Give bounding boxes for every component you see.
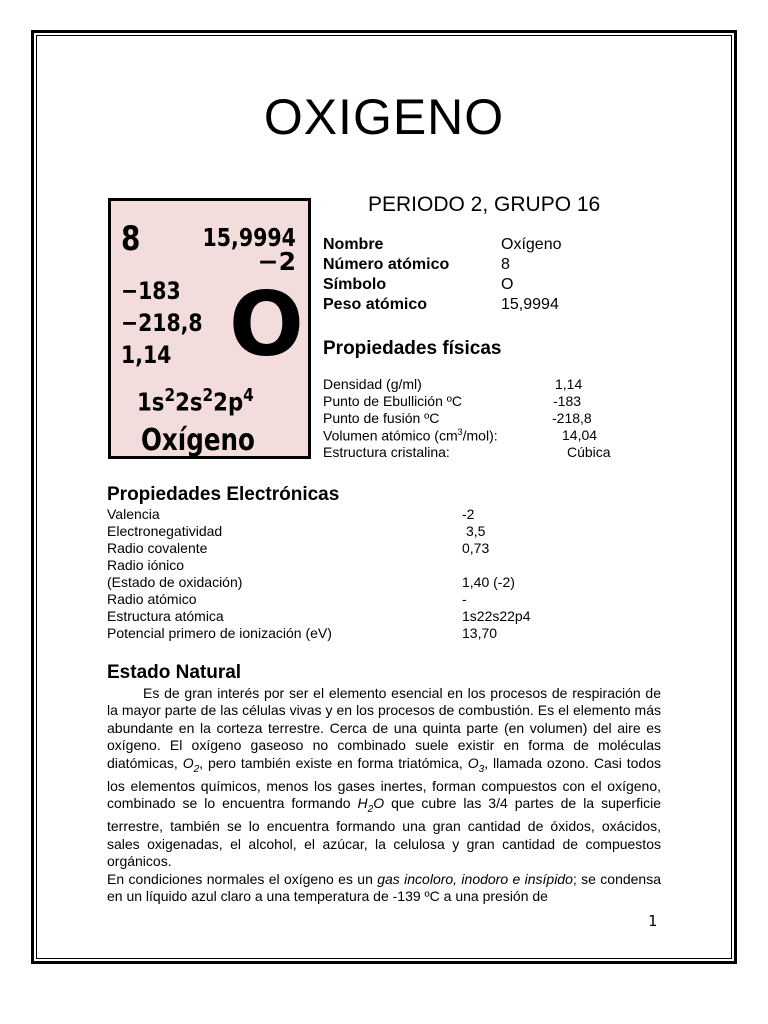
natural-body xyxy=(107,685,661,905)
tile-atomic-number: 8 xyxy=(121,219,141,259)
period-group-subtitle: PERIODO 2, GRUPO 16 xyxy=(368,193,601,216)
natural-paragraph-1: Es de gran interés por ser el elemento esencial en los procesos de respiración de la mayor parte de las células vivas y en los procesos de combustión. Es el elemento más abundante en la corteza terrestre. Cerca de una quinta parte (en volumen) del aire es oxígeno. El oxígeno gaseoso no combinado suele existir en forma de moléculas diatómicas, $O_2$, pero también existe en forma triatómica, $O_3$, llamada ozono. Casi todos los elementos químicos, menos los gases inertes, forman compuestos con el oxígeno, combinado se lo encuentra formando $H_2O$ que cubre las 3/4 partes de la superficie terrestre, también se lo encuentra formando una gran cantidad de óxidos, oxácidos, sales oxigenadas, el alcohol, el azúcar, la celulosa y gran cantidad de compuestos orgánicos. xyxy=(107,685,662,870)
tile-melting-point: −218,8 xyxy=(121,309,203,337)
natural-heading: Estado Natural xyxy=(107,662,242,683)
tile-atomic-mass: 15,9994 xyxy=(202,223,296,252)
tile-boiling-point: −183 xyxy=(121,277,181,305)
document-title: OXIGENO xyxy=(263,89,505,145)
tile-valence: −2 xyxy=(257,247,296,276)
physical-heading: Propiedades físicas xyxy=(323,338,502,359)
tile-symbol: O xyxy=(229,273,304,376)
tile-density: 1,14 xyxy=(121,341,172,369)
page-number: 1 xyxy=(648,912,658,930)
element-tile xyxy=(108,198,311,459)
tile-element-name: Oxígeno xyxy=(141,423,255,458)
tile-electron-config: $1s^22s^22p^4$ xyxy=(137,385,254,417)
natural-paragraph-2: En condiciones normales el oxígeno es un gas incoloro, inodoro e insípido; se condensa en un líquido azul claro a una temperatura de -139 ºC a una presión de xyxy=(107,870,661,905)
electronic-heading: Propiedades Electrónicas xyxy=(107,484,340,505)
